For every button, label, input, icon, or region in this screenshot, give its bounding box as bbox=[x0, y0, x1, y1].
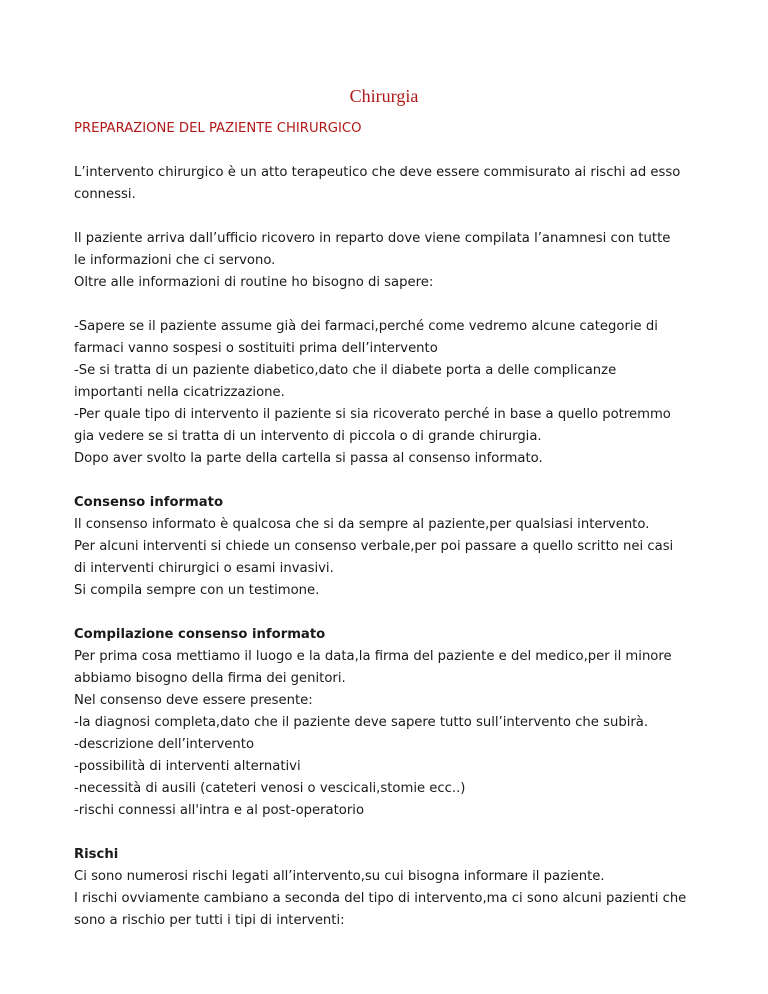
text-line: -Per quale tipo di intervento il paziente si sia ricoverato perché in base a quello potremmo bbox=[74, 407, 671, 422]
document-body bbox=[74, 118, 704, 932]
section-heading: Compilazione consenso informato bbox=[74, 627, 326, 642]
section-heading: Rischi bbox=[74, 847, 119, 862]
text-line: Oltre alle informazioni di routine ho bisogno di sapere: bbox=[74, 275, 434, 290]
text-line: Per alcuni interventi si chiede un consenso verbale,per poi passare a quello scritto nei casi bbox=[74, 539, 674, 554]
document-title: Chirurgia bbox=[349, 86, 419, 106]
needs-paragraph bbox=[74, 316, 704, 470]
text-line: le informazioni che ci servono. bbox=[74, 253, 276, 268]
text-line: Il paziente arriva dall’ufficio ricovero in reparto dove viene compilata l’anamnesi con tutte bbox=[74, 231, 671, 246]
text-line: -possibilità di interventi alternativi bbox=[74, 759, 301, 774]
text-line: gia vedere se si tratta di un intervento di piccola o di grande chirurgia. bbox=[74, 429, 542, 444]
text-line: farmaci vanno sospesi o sostituiti prima dell’intervento bbox=[74, 341, 438, 356]
text-line: Nel consenso deve essere presente: bbox=[74, 693, 313, 708]
text-line: Ci sono numerosi rischi legati all’intervento,su cui bisogna informare il paziente. bbox=[74, 869, 605, 884]
text-line: di interventi chirurgici o esami invasivi. bbox=[74, 561, 334, 576]
text-line: Il consenso informato è qualcosa che si da sempre al paziente,per qualsiasi intervento. bbox=[74, 517, 650, 532]
intro-paragraph bbox=[74, 162, 704, 206]
text-line: L’intervento chirurgico è un atto terapeutico che deve essere commisurato ai rischi ad esso bbox=[74, 165, 681, 180]
text-line: abbiamo bisogno della firma dei genitori. bbox=[74, 671, 346, 686]
text-line: -la diagnosi completa,dato che il paziente deve sapere tutto sull’intervento che subirà. bbox=[74, 715, 649, 730]
section-heading: Consenso informato bbox=[74, 495, 224, 510]
text-line: I rischi ovviamente cambiano a seconda del tipo di intervento,ma ci sono alcuni pazienti che bbox=[74, 891, 687, 906]
text-line: Dopo aver svolto la parte della cartella si passa al consenso informato. bbox=[74, 451, 543, 466]
section-subtitle: PREPARAZIONE DEL PAZIENTE CHIRURGICO bbox=[74, 121, 362, 136]
text-line: -Sapere se il paziente assume già dei farmaci,perché come vedremo alcune categorie di bbox=[74, 319, 658, 334]
text-line: -Se si tratta di un paziente diabetico,dato che il diabete porta a delle complicanze bbox=[74, 363, 617, 378]
text-line: -rischi connessi all'intra e al post-operatorio bbox=[74, 803, 365, 818]
text-line: Si compila sempre con un testimone. bbox=[74, 583, 320, 598]
text-line: Per prima cosa mettiamo il luogo e la data,la firma del paziente e del medico,per il minore bbox=[74, 649, 672, 664]
arrival-paragraph bbox=[74, 228, 704, 294]
risks-section bbox=[74, 844, 704, 932]
text-line: connessi. bbox=[74, 187, 136, 202]
compilation-section bbox=[74, 624, 704, 822]
text-line: sono a rischio per tutti i tipi di interventi: bbox=[74, 913, 345, 928]
text-line: -descrizione dell’intervento bbox=[74, 737, 255, 752]
text-line: importanti nella cicatrizzazione. bbox=[74, 385, 285, 400]
consent-section bbox=[74, 492, 704, 602]
text-line: -necessità di ausili (cateteri venosi o vescicali,stomie ecc..) bbox=[74, 781, 466, 796]
